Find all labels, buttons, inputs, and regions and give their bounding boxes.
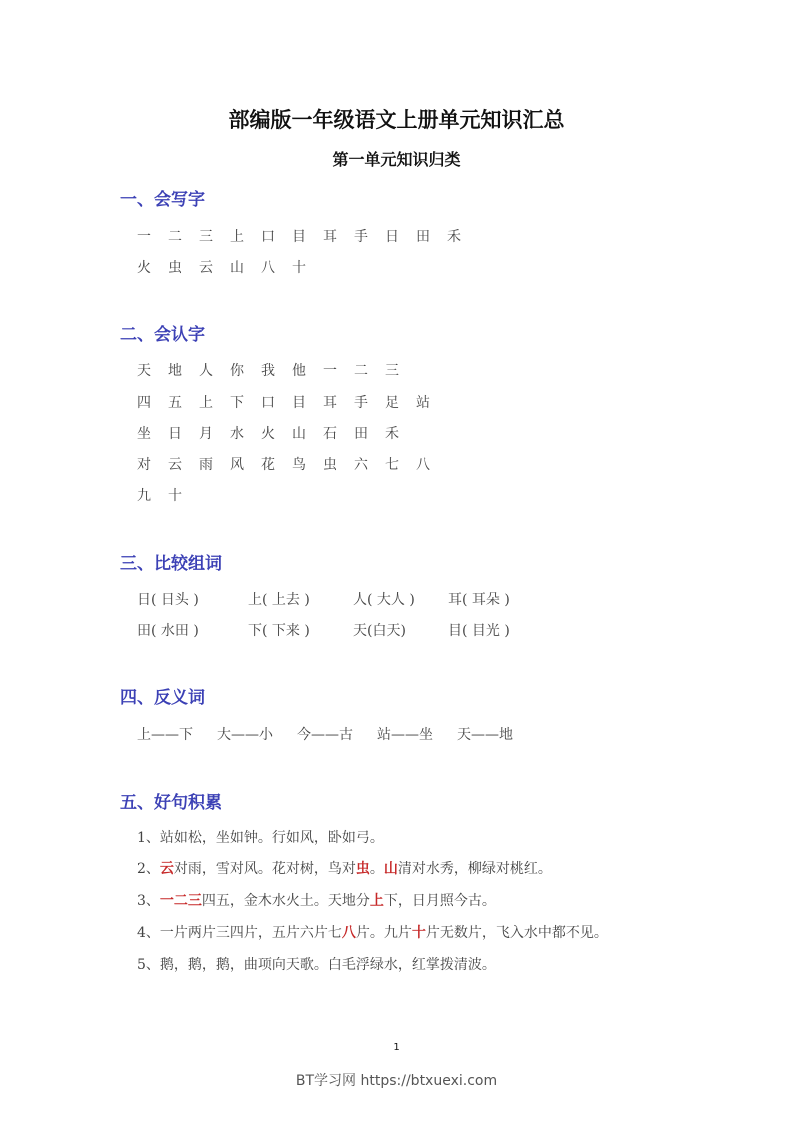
- sentence-line: [137, 859, 552, 879]
- highlighted-text: 云: [159, 861, 174, 877]
- character: 八: [261, 260, 275, 276]
- word-item: 人( 大人 ): [353, 592, 415, 608]
- character: 耳: [323, 395, 337, 411]
- character: 风: [230, 457, 244, 473]
- character: 十: [292, 260, 306, 276]
- character-row: [137, 258, 323, 278]
- word-item: 日( 日头 ): [137, 592, 199, 608]
- character: 七: [385, 457, 399, 473]
- sentence-text: 5、鹅，鹅，鹅，曲项向天歌。白毛浮绿水，红掌拨清波。: [137, 957, 496, 973]
- section-heading: 二、会认字: [120, 325, 205, 345]
- highlighted-text: 一二三: [159, 893, 202, 909]
- section-heading: 三、比较组词: [120, 554, 222, 574]
- word-item: 耳( 耳朵 ): [448, 592, 510, 608]
- character: 地: [168, 363, 182, 379]
- character: 云: [199, 260, 213, 276]
- section-heading: 四、反义词: [120, 688, 205, 708]
- sentence-text: 清对水秀，柳绿对桃红。: [397, 861, 552, 877]
- character: 山: [292, 426, 306, 442]
- character: 上: [199, 395, 213, 411]
- character: 禾: [447, 229, 461, 245]
- character: 十: [168, 488, 182, 504]
- character: 日: [385, 229, 399, 245]
- word-item: 上——下: [137, 727, 193, 743]
- highlighted-text: 十: [411, 925, 426, 941]
- character: 一: [323, 363, 337, 379]
- character: 二: [168, 229, 182, 245]
- character: 田: [354, 426, 368, 442]
- character: 水: [230, 426, 244, 442]
- sentence-text: 对雨，雪对风。花对树，鸟对: [173, 861, 356, 877]
- character: 火: [261, 426, 275, 442]
- character-row: [137, 486, 199, 506]
- character: 坐: [137, 426, 151, 442]
- character: 目: [292, 229, 306, 245]
- character: 火: [137, 260, 151, 276]
- character: 虫: [323, 457, 337, 473]
- document-subtitle: 第一单元知识归类: [332, 150, 461, 169]
- character: 上: [230, 229, 244, 245]
- document-title: 部编版一年级语文上册单元知识汇总: [228, 107, 565, 132]
- page-number: 1: [393, 1042, 400, 1053]
- sentence-text: 1、站如松，坐如钟。行如风，卧如弓。: [137, 830, 384, 846]
- section-heading: 五、好句积累: [120, 793, 222, 813]
- character: 站: [416, 395, 430, 411]
- highlighted-text: 上: [369, 893, 384, 909]
- character: 一: [137, 229, 151, 245]
- word-item: 大——小: [217, 727, 273, 743]
- character: 下: [230, 395, 244, 411]
- character: 我: [261, 363, 275, 379]
- sentence-line: [137, 828, 384, 848]
- character: 田: [416, 229, 430, 245]
- word-item: 田( 水田 ): [137, 623, 199, 639]
- character: 山: [230, 260, 244, 276]
- character: 禾: [385, 426, 399, 442]
- character: 五: [168, 395, 182, 411]
- section-heading: 一、会写字: [120, 190, 205, 210]
- character-row: [137, 424, 416, 444]
- sentence-text: 片。九片: [355, 925, 412, 941]
- character: 他: [292, 363, 306, 379]
- sentence-line: [137, 891, 496, 911]
- sentence-text: 下，日月照今古。: [383, 893, 496, 909]
- character: 六: [354, 457, 368, 473]
- sentence-text: 。: [369, 861, 384, 877]
- character: 口: [261, 229, 275, 245]
- sentence-text: 4、一片两片三四片，五片六片七: [137, 925, 342, 941]
- character-row: [137, 361, 416, 381]
- character: 二: [354, 363, 368, 379]
- character: 手: [354, 229, 368, 245]
- character: 石: [323, 426, 337, 442]
- word-item: 天(白天): [353, 623, 406, 639]
- footer-watermark: BT学习网 https://btxuexi.com: [295, 1073, 498, 1089]
- character: 八: [416, 457, 430, 473]
- character: 云: [168, 457, 182, 473]
- character: 四: [137, 395, 151, 411]
- sentence-text: 3、: [137, 893, 160, 909]
- highlighted-text: 八: [341, 925, 356, 941]
- character: 鸟: [292, 457, 306, 473]
- character: 虫: [168, 260, 182, 276]
- character: 三: [385, 363, 399, 379]
- character: 你: [230, 363, 244, 379]
- highlighted-text: 山: [383, 861, 398, 877]
- character-row: [137, 227, 478, 247]
- character: 目: [292, 395, 306, 411]
- character: 手: [354, 395, 368, 411]
- character: 日: [168, 426, 182, 442]
- character: 花: [261, 457, 275, 473]
- sentence-text: 四五，金木水火土。天地分: [201, 893, 370, 909]
- character: 人: [199, 363, 213, 379]
- word-item: 天——地: [457, 727, 513, 743]
- character-row: [137, 393, 447, 413]
- character: 天: [137, 363, 151, 379]
- sentence-text: 2、: [137, 861, 160, 877]
- sentence-text: 片无数片，飞入水中都不见。: [425, 925, 608, 941]
- character: 三: [199, 229, 213, 245]
- word-item: 站——坐: [377, 727, 433, 743]
- sentence-line: [137, 923, 608, 943]
- character: 对: [137, 457, 151, 473]
- character: 足: [385, 395, 399, 411]
- character: 九: [137, 488, 151, 504]
- word-item: 目( 目光 ): [448, 623, 510, 639]
- word-item: 上( 上去 ): [248, 592, 310, 608]
- word-item: 下( 下来 ): [248, 623, 310, 639]
- word-item: 今——古: [297, 727, 353, 743]
- character: 雨: [199, 457, 213, 473]
- character-row: [137, 455, 447, 475]
- character: 耳: [323, 229, 337, 245]
- highlighted-text: 虫: [355, 861, 370, 877]
- character: 月: [199, 426, 213, 442]
- character: 口: [261, 395, 275, 411]
- sentence-line: [137, 955, 496, 975]
